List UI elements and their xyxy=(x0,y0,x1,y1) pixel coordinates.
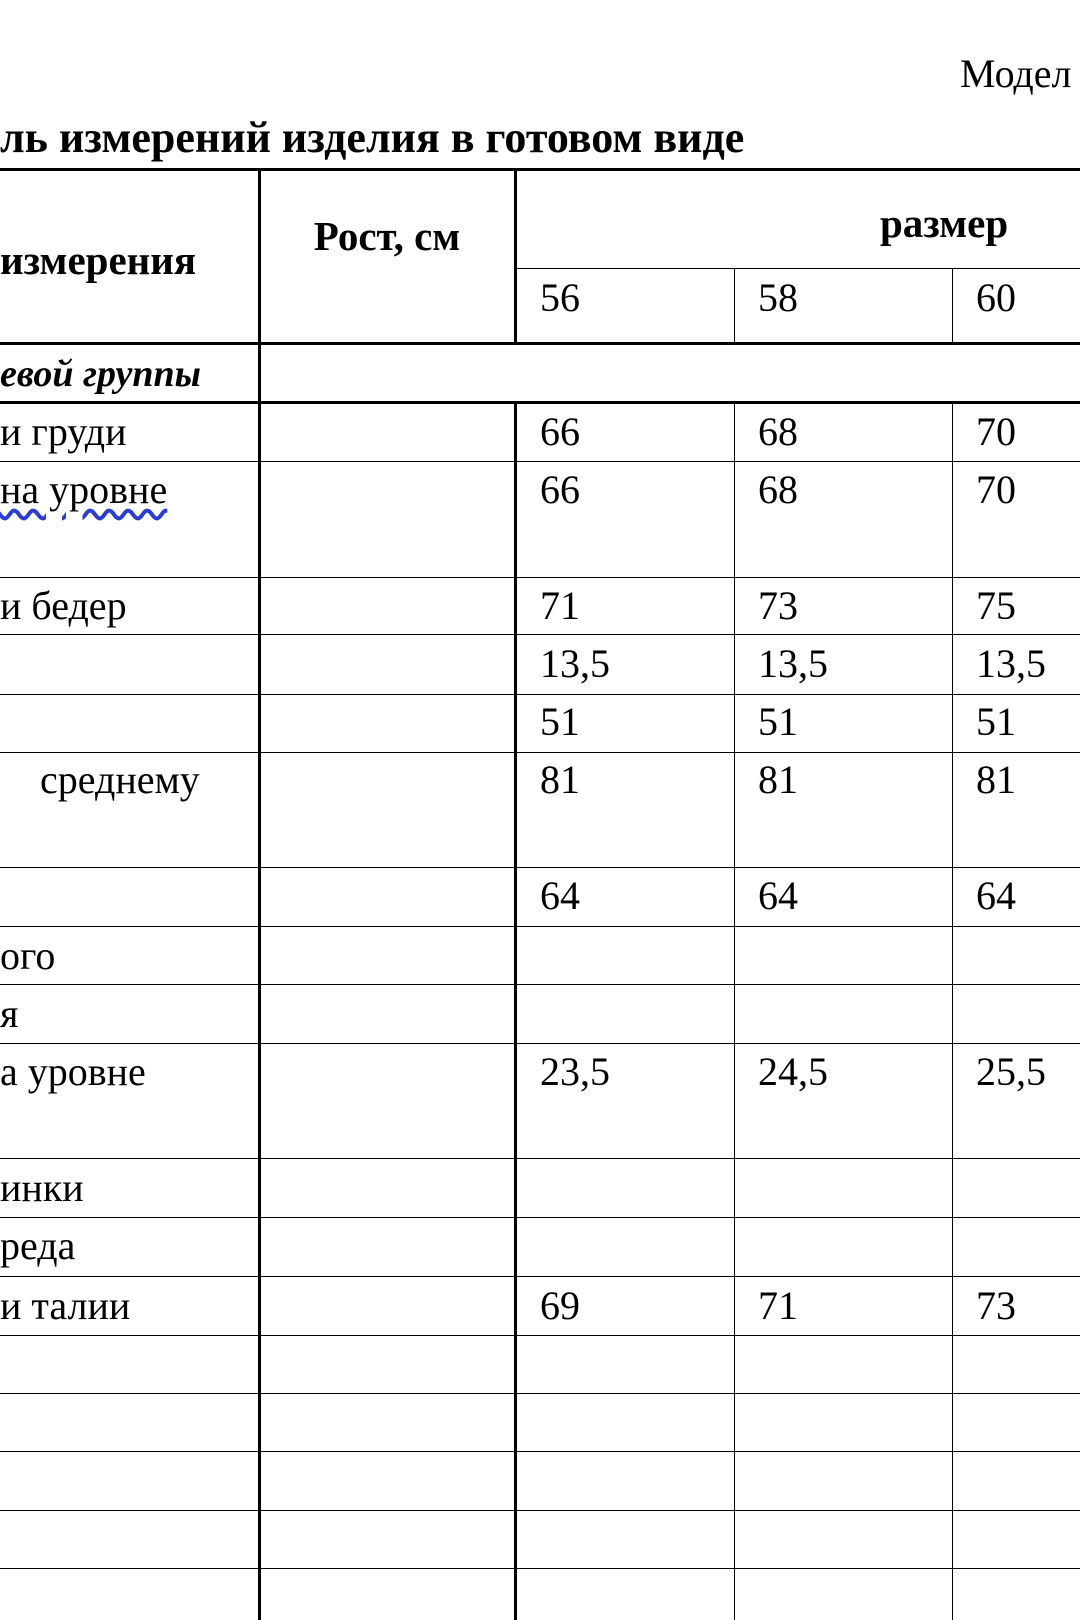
row-label: на уровне xyxy=(0,467,168,512)
row-rule xyxy=(0,1335,1080,1336)
cell-60: 70 xyxy=(976,467,1016,512)
cell-60: 75 xyxy=(976,583,1016,628)
model-label: Модел xyxy=(960,51,1072,96)
col-divider-58-body xyxy=(952,402,953,1620)
row-rule xyxy=(0,1451,1080,1452)
cell-56: 66 xyxy=(540,409,580,454)
row-label: и талии xyxy=(0,1283,131,1328)
cell-58: 71 xyxy=(758,1283,798,1328)
row-label: а уровне xyxy=(0,1049,146,1094)
size-subheader-rule xyxy=(516,268,1080,269)
cell-58: 68 xyxy=(758,467,798,512)
row-label: среднему xyxy=(40,757,200,802)
row-rule xyxy=(0,926,1080,927)
col-divider-height-body xyxy=(514,402,517,1620)
row-label: и бедер xyxy=(0,583,127,628)
cell-60: 73 xyxy=(976,1283,1016,1328)
cell-56: 13,5 xyxy=(540,641,610,686)
size-60: 60 xyxy=(976,275,1016,320)
row-rule xyxy=(0,984,1080,985)
header-bottom-rule xyxy=(0,342,1080,345)
row-rule xyxy=(0,1276,1080,1277)
section-bottom-rule xyxy=(0,401,1080,404)
cell-56: 71 xyxy=(540,583,580,628)
cell-56: 64 xyxy=(540,873,580,918)
row-rule xyxy=(0,1158,1080,1159)
row-rule xyxy=(0,461,1080,462)
cell-58: 68 xyxy=(758,409,798,454)
col-divider-56-body xyxy=(734,402,735,1620)
cell-58: 64 xyxy=(758,873,798,918)
document-title: ль измерений изделия в готовом виде xyxy=(0,113,745,162)
row-rule xyxy=(0,694,1080,695)
size-56: 56 xyxy=(540,275,580,320)
cell-60: 70 xyxy=(976,409,1016,454)
row-rule xyxy=(0,1043,1080,1044)
cell-56: 23,5 xyxy=(540,1049,610,1094)
column-header-height: Рост, см xyxy=(313,213,461,259)
row-rule xyxy=(0,1568,1080,1569)
cell-58: 13,5 xyxy=(758,641,828,686)
row-label: инки xyxy=(0,1165,84,1210)
column-header-size: размер xyxy=(880,200,1009,246)
row-rule xyxy=(0,1510,1080,1511)
row-rule xyxy=(0,752,1080,753)
col-divider-measure xyxy=(258,170,261,1620)
row-label: ого xyxy=(0,933,56,978)
cell-56: 81 xyxy=(540,757,580,802)
cell-56: 69 xyxy=(540,1283,580,1328)
section-heading: евой группы xyxy=(0,353,202,395)
row-label: и груди xyxy=(0,409,127,454)
row-label: я xyxy=(0,991,19,1036)
row-rule xyxy=(0,1217,1080,1218)
cell-58: 51 xyxy=(758,699,798,744)
row-rule xyxy=(0,867,1080,868)
col-divider-58 xyxy=(952,268,953,343)
size-58: 58 xyxy=(758,275,798,320)
cell-60: 25,5 xyxy=(976,1049,1046,1094)
cell-60: 13,5 xyxy=(976,641,1046,686)
col-divider-56 xyxy=(734,268,735,343)
cell-56: 66 xyxy=(540,467,580,512)
cell-60: 51 xyxy=(976,699,1016,744)
title-underline xyxy=(0,168,1080,171)
row-rule xyxy=(0,634,1080,635)
column-header-measure: измерения xyxy=(0,237,197,283)
row-rule xyxy=(0,1393,1080,1394)
cell-60: 81 xyxy=(976,757,1016,802)
cell-60: 64 xyxy=(976,873,1016,918)
row-rule xyxy=(0,577,1080,578)
cell-58: 24,5 xyxy=(758,1049,828,1094)
cell-56: 51 xyxy=(540,699,580,744)
row-label: реда xyxy=(0,1223,76,1268)
cell-58: 81 xyxy=(758,757,798,802)
cell-58: 73 xyxy=(758,583,798,628)
